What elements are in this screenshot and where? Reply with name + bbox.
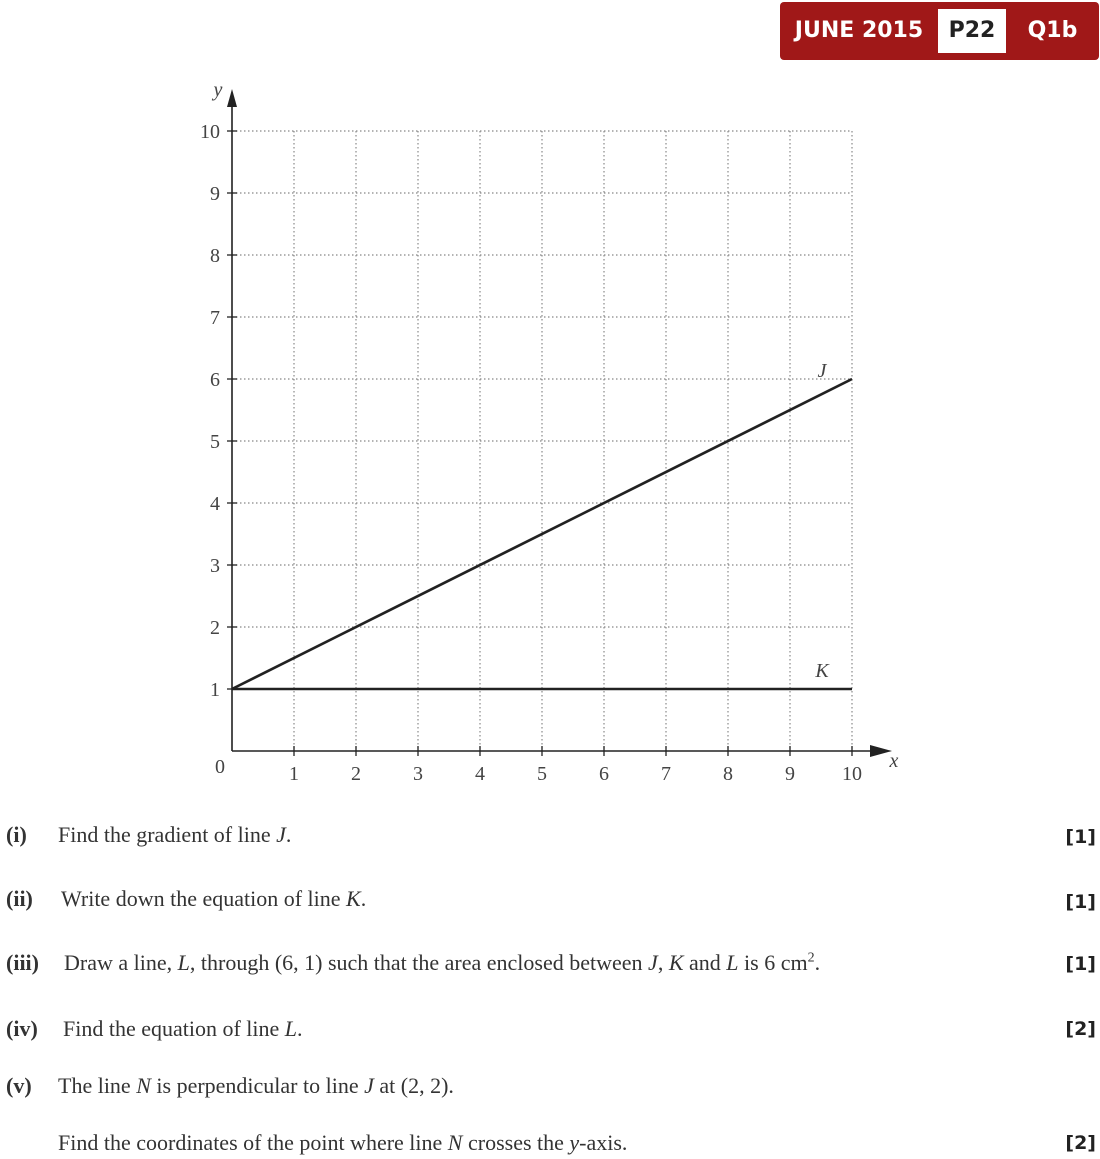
badge-session: JUNE 2015 xyxy=(794,18,924,43)
question-v-line2 xyxy=(58,1130,627,1156)
question-i-number: (i) xyxy=(6,822,27,847)
x-tick-label: 6 xyxy=(599,763,609,785)
question-v-l2v: N xyxy=(447,1130,463,1155)
question-ii-post: . xyxy=(360,886,367,911)
question-v-v1: N xyxy=(136,1073,151,1098)
y-tick-label: 8 xyxy=(210,245,220,267)
question-i-text: Find the gradient of line xyxy=(58,822,277,847)
x-tick-label: 8 xyxy=(723,763,733,785)
question-v-t2: is perpendicular to line xyxy=(150,1073,365,1098)
badge-question: Q1b xyxy=(1027,18,1078,43)
x-tick-label: 2 xyxy=(351,763,361,785)
question-iii-t3: , xyxy=(657,950,669,975)
y-tick-label: 6 xyxy=(210,369,220,391)
x-axis-label: x xyxy=(889,750,899,772)
x-tick-label: 7 xyxy=(661,763,671,785)
question-iii-t2: , through (6, 1) such that the area enclosed between xyxy=(189,950,649,975)
x-tick-label: 1 xyxy=(289,763,299,785)
y-axis-label: y xyxy=(213,79,223,101)
lines xyxy=(232,379,852,689)
y-tick-label: 10 xyxy=(200,121,220,143)
x-tick-label: 3 xyxy=(413,763,423,785)
question-iii-t1: Draw a line, xyxy=(64,950,178,975)
mark-iii: [1] xyxy=(1065,953,1096,975)
question-badge xyxy=(780,2,1099,60)
tick-labels xyxy=(200,79,899,785)
x-tick-label: 9 xyxy=(785,763,795,785)
question-v-t1: The line xyxy=(58,1073,137,1098)
grid xyxy=(232,131,852,751)
mark-ii: [1] xyxy=(1065,891,1096,913)
question-iii-number: (iii) xyxy=(6,950,39,975)
question-v-t3: at (2, 2). xyxy=(373,1073,454,1098)
y-tick-label: 4 xyxy=(210,493,220,515)
question-i-post: . xyxy=(285,822,292,847)
x-tick-label: 5 xyxy=(537,763,547,785)
question-v-l2c: -axis. xyxy=(579,1130,628,1155)
question-i-var: J xyxy=(276,822,286,847)
question-v-l2b: crosses the xyxy=(462,1130,570,1155)
x-tick-label: 10 xyxy=(842,763,862,785)
question-iii-v3: K xyxy=(668,950,684,975)
y-tick-label: 2 xyxy=(210,617,220,639)
y-tick-label: 9 xyxy=(210,183,220,205)
y-tick-label: 3 xyxy=(210,555,220,577)
question-iii-t6: . xyxy=(814,950,821,975)
question-v-number: (v) xyxy=(6,1073,32,1098)
question-ii-number: (ii) xyxy=(6,886,33,911)
x-tick-label: 4 xyxy=(475,763,485,785)
question-ii-var: K xyxy=(346,886,361,911)
question-iv-number: (iv) xyxy=(6,1016,38,1041)
mark-i: [1] xyxy=(1065,826,1096,848)
y-tick-label: 7 xyxy=(210,307,220,329)
question-iii-v4: L xyxy=(726,950,739,975)
origin-label: 0 xyxy=(215,756,225,778)
question-iii-t5: is 6 cm xyxy=(738,950,808,975)
question-v-v2: J xyxy=(364,1073,374,1098)
line-label-J: J xyxy=(817,360,827,382)
y-axis-arrow xyxy=(227,89,237,107)
question-v-l2v2: y xyxy=(569,1130,580,1155)
question-iv-text: Find the equation of line xyxy=(63,1016,285,1041)
question-iii-sup: 2 xyxy=(807,950,815,966)
question-ii-text: Write down the equation of line xyxy=(61,886,347,911)
coordinate-graph xyxy=(0,70,920,790)
mark-v: [2] xyxy=(1065,1132,1096,1154)
y-tick-label: 5 xyxy=(210,431,220,453)
question-iii-v1: L xyxy=(177,950,190,975)
line-J xyxy=(232,379,852,689)
question-iii-t4: and xyxy=(683,950,727,975)
question-v-l2a: Find the coordinates of the point where line xyxy=(58,1130,448,1155)
question-iii-v2: J xyxy=(648,950,658,975)
mark-iv: [2] xyxy=(1065,1018,1096,1040)
axes xyxy=(227,89,892,757)
badge-paper: P22 xyxy=(938,9,1006,53)
question-iv-var: L xyxy=(284,1016,298,1041)
line-label-K: K xyxy=(815,660,829,682)
y-tick-label: 1 xyxy=(210,679,220,701)
question-iv-post: . xyxy=(297,1016,303,1041)
